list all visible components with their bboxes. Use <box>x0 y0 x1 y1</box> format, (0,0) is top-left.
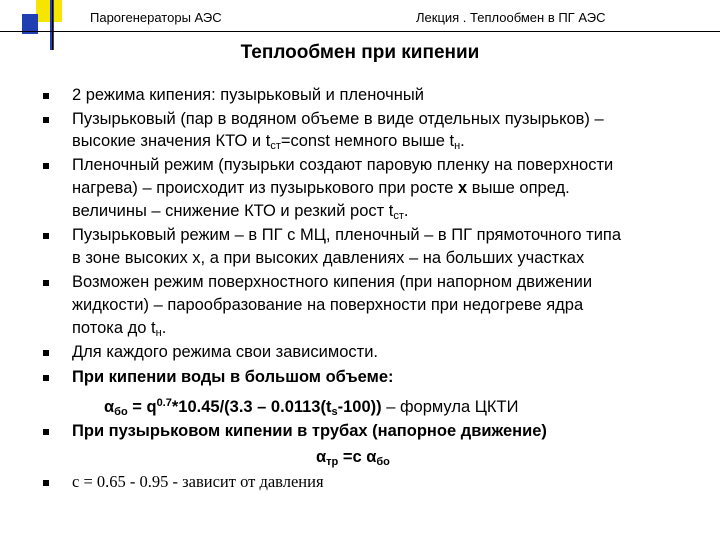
text-line: Пузырьковый (пар в водяном объеме в виде отдельных пузырьков) – <box>72 110 604 128</box>
text-fragment: . <box>403 202 409 220</box>
formula-part: -100)) <box>337 398 382 416</box>
text-fragment: =const немного выше t <box>280 132 455 150</box>
formula-tube <box>316 446 390 473</box>
text-line: Для каждого режима свои зависимости. <box>72 343 378 361</box>
text-line: c = 0.65 - 0.95 - зависит от давления <box>72 472 324 491</box>
text-fragment: высокие значения КТО и t <box>72 132 271 150</box>
text-line <box>72 200 409 227</box>
formula-part: =c α <box>338 448 377 466</box>
text-line: При кипении воды в большом объеме: <box>72 368 394 386</box>
subscript: ст <box>270 140 281 152</box>
text-line: Возможен режим поверхностного кипения (при напорном движении <box>72 273 593 291</box>
bullet-icon <box>43 429 49 435</box>
text-line: в зоне высоких х, а при высоких давлениях – на больших участках <box>72 249 585 267</box>
bullet-icon <box>43 233 49 239</box>
text-fragment: величины – снижение КТО и резкий рост t <box>72 202 394 220</box>
subscript: тр <box>326 456 339 468</box>
text-fragment: нагрева) – происходит из пузырькового при росте <box>72 179 459 197</box>
header-left: Парогенераторы АЭС <box>90 10 222 25</box>
subscript: бо <box>376 456 390 468</box>
text-line <box>72 130 465 157</box>
superscript: 0.7 <box>156 397 172 409</box>
header-right: Лекция . Теплообмен в ПГ АЭС <box>416 10 606 25</box>
text-fragment: . <box>460 132 465 150</box>
text-fragment-bold: x <box>458 179 468 197</box>
text-fragment: выше опред. <box>467 179 570 197</box>
formula-part: = q <box>127 398 157 416</box>
formula-part: α <box>316 448 327 466</box>
formula-part: – формула ЦКТИ <box>381 398 519 416</box>
text-line: 2 режима кипения: пузырьковый и пленочный <box>72 86 424 104</box>
text-fragment: . <box>161 319 167 337</box>
text-line: жидкости) – парообразование на поверхности при недогреве ядра <box>72 296 584 314</box>
header-line-top <box>0 31 720 32</box>
text-line: Пленочный режим (пузырьки создают паровую пленку на поверхности <box>72 156 614 174</box>
bullet-icon <box>43 375 49 381</box>
bullet-icon <box>43 350 49 356</box>
bullet-icon <box>43 163 49 169</box>
formula-part: *10.45/(3.3 – 0.0113(t <box>171 398 332 416</box>
bullet-icon <box>43 117 49 123</box>
page-title: Теплообмен при кипении <box>240 42 480 63</box>
bullet-icon <box>43 480 49 486</box>
bullet-icon <box>43 280 49 286</box>
formula-part: α <box>104 398 115 416</box>
text-line: Пузырьковый режим – в ПГ с МЦ, пленочный – в ПГ прямоточного типа <box>72 226 622 244</box>
subscript: н <box>454 140 461 152</box>
formula-ckti <box>104 392 518 423</box>
text-line <box>72 177 570 199</box>
text-line <box>72 317 166 344</box>
subscript: бо <box>114 406 128 418</box>
subscript: ст <box>393 210 404 222</box>
text-line: При пузырьковом кипении в трубах (напорное движение) <box>72 422 547 440</box>
bullet-icon <box>43 93 49 99</box>
text-fragment: потока до t <box>72 319 156 337</box>
subscript: s <box>331 406 338 418</box>
logo-yellow-block <box>36 0 62 22</box>
subscript: н <box>155 327 162 339</box>
